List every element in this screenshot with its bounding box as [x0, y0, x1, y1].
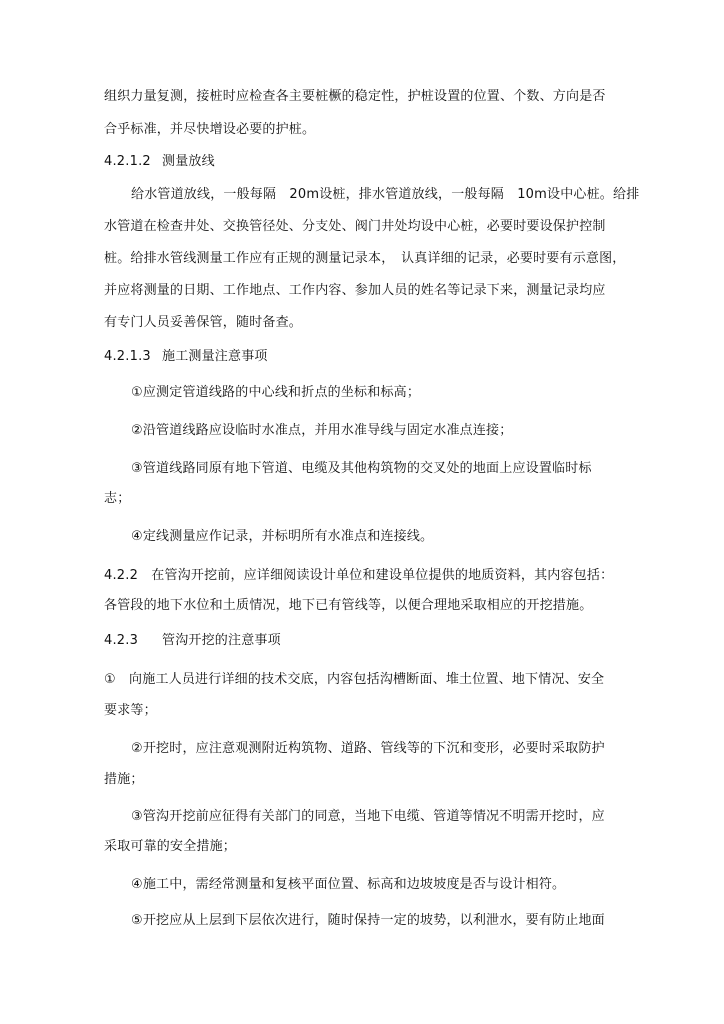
- list-item: ① 向施工人员进行详细的技术交底，内容包括沟槽断面、堆土位置、地下情况、安全: [104, 672, 605, 687]
- section-heading-4-2-1-2: [104, 153, 215, 171]
- list-item: ③管沟开挖前应征得有关部门的同意，当地下电缆、管道等情况不明需开挖时，应: [131, 809, 605, 824]
- section-title: 管沟开挖的注意事项: [162, 633, 281, 648]
- list-item: ④施工中，需经常测量和复核平面位置、标高和边坡坡度是否与设计相符。: [131, 877, 566, 892]
- list-item-continuation: 采取可靠的安全措施；: [104, 839, 237, 854]
- paragraph-line: 桩。给排水管线测量工作应有正规的测量记录本， 认真详细的记录，必要时要有示意图，: [104, 251, 626, 266]
- paragraph-line: 各管段的地下水位和土质情况，地下已有管线等，以便合理地采取相应的开挖措施。: [104, 598, 593, 613]
- section-number: 4.2.1.3: [104, 349, 151, 364]
- paragraph-line: 给水管道放线，一般每隔 20m设桩，排水管道放线，一般每隔 10m设中心桩。给排: [131, 187, 640, 202]
- section-heading-4-2-3: [104, 632, 281, 650]
- paragraph-line: 有专门人员妥善保管，随时备查。: [104, 315, 303, 330]
- list-item: ②沿管道线路应设临时水准点，并用水准导线与固定水准点连接；: [131, 423, 513, 438]
- paragraph-line: 4.2.2 在管沟开挖前，应详细阅读设计单位和建设单位提供的地质资料，其内容包括：: [104, 568, 614, 583]
- paragraph-line: 并应将测量的日期、工作地点、工作内容、参加人员的姓名等记录下来，测量记录均应: [104, 283, 606, 298]
- list-item: ②开挖时，应注意观测附近构筑物、道路、管线等的下沉和变形，必要时采取防护: [131, 741, 605, 756]
- list-item: ③管道线路同原有地下管道、电缆及其他构筑物的交叉处的地面上应设置临时标: [131, 461, 592, 476]
- paragraph-line: 水管道在检查井处、交换管径处、分支处、阀门井处均设中心桩，必要时要设保护控制: [104, 219, 606, 234]
- list-item: ④定线测量应作记录，并标明所有水准点和连接线。: [131, 529, 434, 544]
- paragraph-line: 组织力量复测，接桩时应检查各主要桩橛的稳定性，护桩设置的位置、个数、方向是否: [104, 89, 606, 104]
- list-item: ⑤开挖应从上层到下层依次进行，随时保持一定的坡势，以利泄水，要有防止地面: [131, 913, 605, 928]
- paragraph-line: 合乎标准，并尽快增设必要的护桩。: [104, 122, 316, 137]
- section-number: 4.2.3: [104, 633, 139, 648]
- section-title: 施工测量注意事项: [162, 349, 268, 364]
- section-heading-4-2-1-3: [104, 348, 268, 366]
- section-title: 测量放线: [162, 154, 215, 169]
- list-item: ①应测定管道线路的中心线和折点的坐标和标高；: [131, 385, 421, 400]
- list-item-continuation: 要求等；: [104, 703, 157, 718]
- list-item-continuation: 志；: [104, 491, 131, 506]
- section-number: 4.2.1.2: [104, 154, 151, 169]
- list-item-continuation: 措施；: [104, 772, 144, 787]
